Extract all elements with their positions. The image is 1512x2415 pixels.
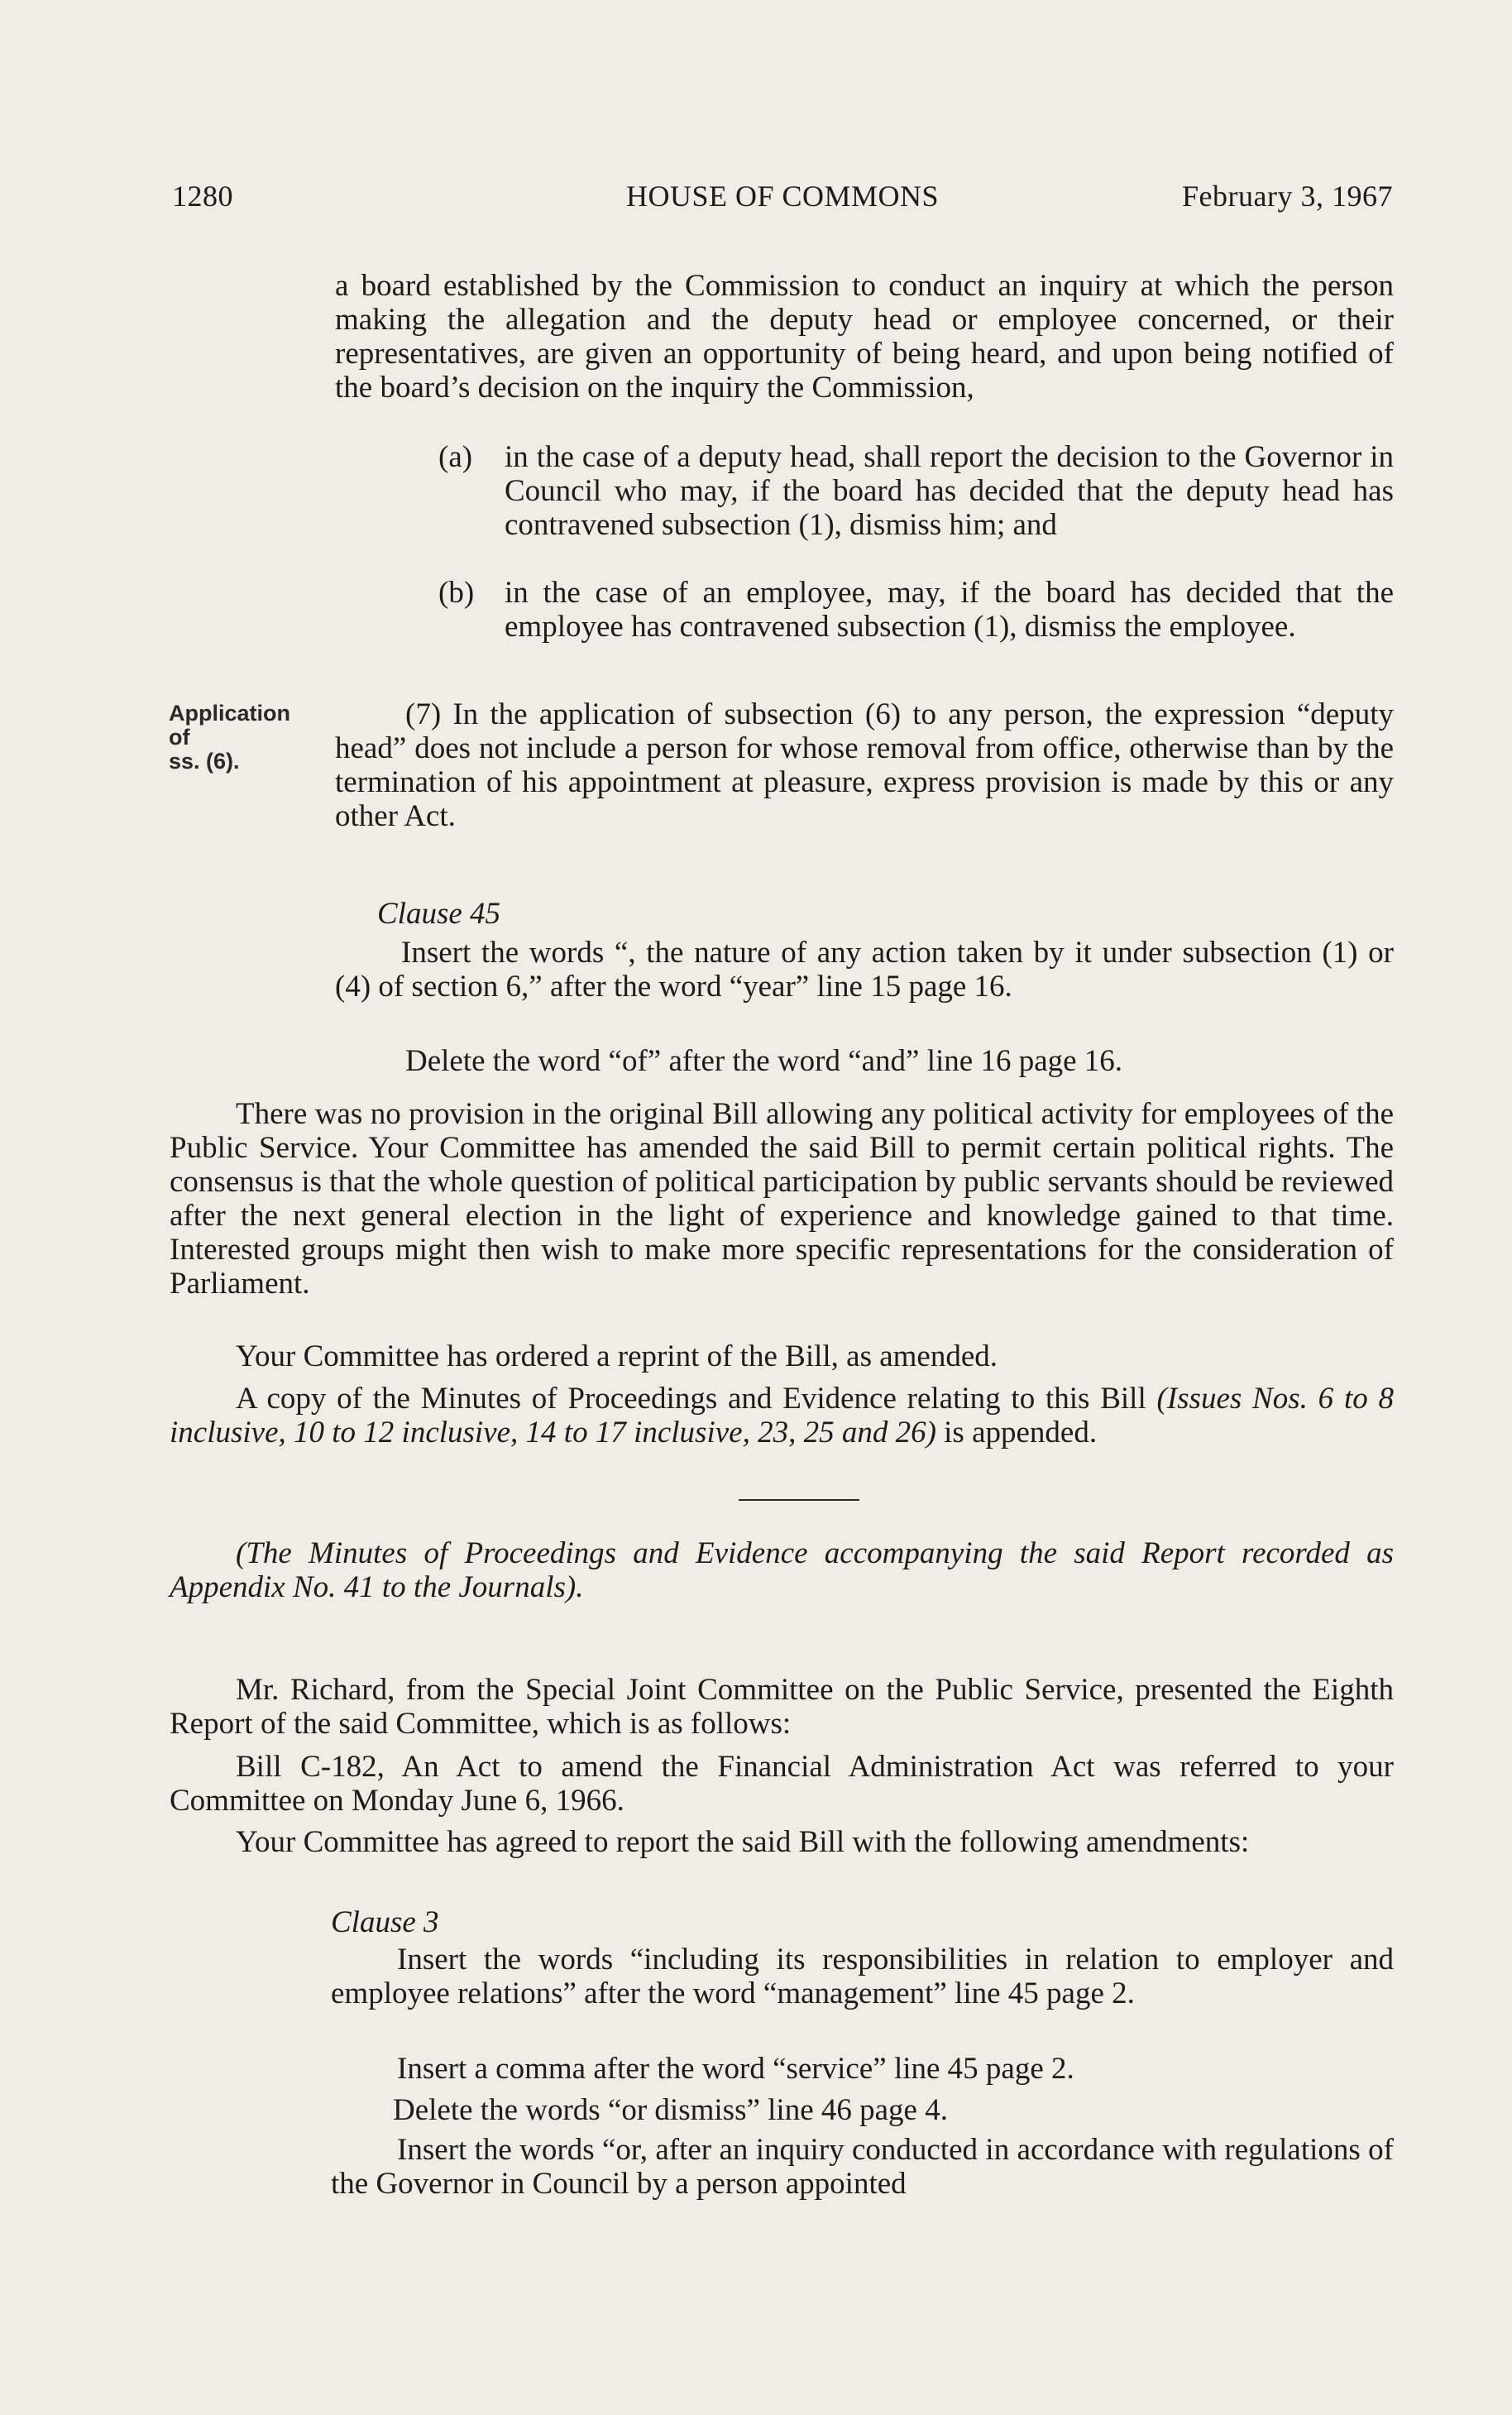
paragraph-bill-c182: Bill C-182, An Act to amend the Financial Administration Act was referred to your Committee on Monday June 6, 1966. [170,1750,1394,1818]
copy-issues: (Issues Nos. 6 to 8 inclusive, 10 to 12 inclusive, 14 to 17 inclusive, 23, 25 and 26) [170,1382,1394,1449]
list-item-a-label: (a) [438,440,473,474]
section-divider [739,1499,859,1501]
paragraph-subsection-7: (7) In the application of subsection (6) to any person, the expression “deputy head” does not include a person for whose removal from office, otherwise than by the termination of his appointment at pleasure, express provision is made by this or any other Act. [335,697,1394,833]
paragraph-amendments-intro: Your Committee has agreed to report the said Bill with the following amendments: [236,1825,1250,1859]
clause-45-insert: Insert the words “, the nature of any action taken by it under subsection (1) or (4) of section 6,” after the word “year” line 15 page 16. [335,936,1394,1004]
paragraph-copy-appended [170,1382,1394,1449]
list-item-b-label: (b) [438,576,475,610]
minutes-note: (The Minutes of Proceedings and Evidence accompanying the said Report recorded as Appendix No. 41 to the Journals). [170,1536,1394,1604]
copy-text-start: A copy of the Minutes of Proceedings and Evidence relating to this Bill [236,1382,1146,1416]
copy-text-end: is appended. [944,1416,1098,1449]
clause-3-delete-dismiss: Delete the words “or dismiss” line 46 page 4. [393,2093,948,2127]
page-date: February 3, 1967 [1182,180,1393,213]
clause-3-insert-inquiry: Insert the words “or, after an inquiry conducted in accordance with regulations of the Governor in Council by a person appointed [331,2133,1394,2201]
paragraph-board-inquiry: a board established by the Commission to conduct an inquiry at which the person making the allegation and the deputy head or employee concerned, or their representatives, are given an opportunity of being heard, and upon being notified of the board’s decision on the inquiry the Commission, [335,269,1394,405]
paragraph-richard-report: Mr. Richard, from the Special Joint Committee on the Public Service, presented the Eighth Report of the said Committee, which is as follows: [170,1673,1394,1741]
clause-45-delete: Delete the word “of” after the word “and” line 16 page 16. [405,1044,1123,1078]
list-item-a-text: in the case of a deputy head, shall report the decision to the Governor in Council who may, if the board has decided that the deputy head has contravened subsection (1), dismiss him; and [505,440,1394,542]
paragraph-reprint: Your Committee has ordered a reprint of the Bill, as amended. [236,1339,998,1373]
margin-note [169,702,290,774]
list-item-b [438,576,1394,644]
paragraph-political-activity: There was no provision in the original Bill allowing any political activity for employees of the Public Service. Your Committee has amended the said Bill to permit certain political rights. The consensus is that the whole question of political participation by public servants should be reviewed after the next general election in the light of experience and knowledge gained to that time. Interested groups might then wish to make more specific representations for the consideration of Parliament. [170,1097,1394,1301]
clause-3-insert-responsibilities: Insert the words “including its responsibilities in relation to employer and employee relations” after the word “management” line 45 page 2. [331,1943,1394,2010]
list-item-a [438,440,1394,542]
margin-note-line: ss. (6). [169,749,240,774]
clause-3-heading: Clause 3 [331,1905,439,1939]
margin-note-line: Application [169,701,290,726]
list-item-b-text: in the case of an employee, may, if the board has decided that the employee has contravened subsection (1), dismiss the employee. [505,576,1394,644]
clause-3-insert-comma: Insert a comma after the word “service” line 45 page 2. [397,2052,1074,2086]
clause-45-heading: Clause 45 [377,897,501,931]
margin-note-line: of [169,725,190,750]
page-number: 1280 [172,180,233,213]
page-title: HOUSE OF COMMONS [625,180,940,213]
